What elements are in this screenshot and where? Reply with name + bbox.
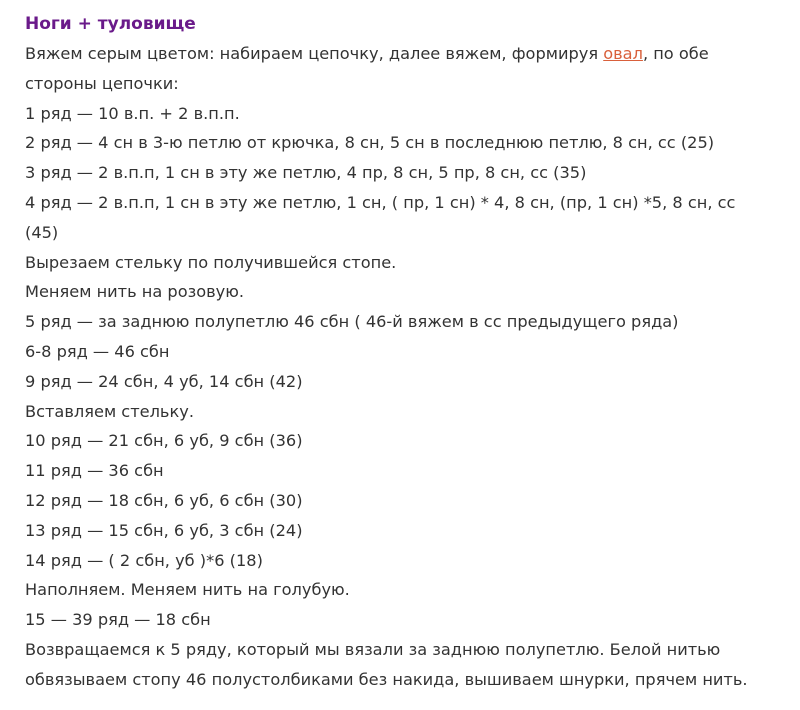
row-1: 1 ряд — 10 в.п. + 2 в.п.п. [25,103,240,123]
intro-text-before: Вяжем серым цветом: набираем цепочку, далее вяжем, формируя [25,44,604,63]
intro-line [25,39,800,69]
final-instruction-1: Возвращаемся к 5 ряду, который мы вязали за заднюю полупетлю. Белой нитью [25,639,721,659]
row-11: 11 ряд — 36 сбн [25,461,164,481]
final-instruction-2: обвязываем стопу 46 полустолбиками без накида, вышиваем шнурки, прячем нить. [25,669,748,689]
row-12: 12 ряд — 18 сбн, 6 уб, 6 сбн (30) [25,490,303,510]
instruction-stuff-blue: Наполняем. Меняем нить на голубую. [25,580,350,600]
instruction-insert-insole: Вставляем стельку. [25,401,194,421]
row-3: 3 ряд — 2 в.п.п, 1 сн в эту же петлю, 4 пр, 8 сн, 5 пр, 8 сн, сс (35) [25,163,587,183]
row-4: 4 ряд — 2 в.п.п, 1 сн в эту же петлю, 1 сн, ( пр, 1 сн) * 4, 8 сн, (пр, 1 сн) *5, 8 сн, сс [25,192,736,212]
intro-line-2: стороны цепочки: [25,73,179,93]
section-heading: Ноги + туловище [25,14,196,34]
instruction-pink: Меняем нить на розовую. [25,282,245,302]
instruction-insole: Вырезаем стельку по получившейся стопе. [25,252,397,272]
row-6-8: 6-8 ряд — 46 сбн [25,341,170,361]
row-14: 14 ряд — ( 2 сбн, уб )*6 (18) [25,550,263,570]
row-15-39: 15 — 39 ряд — 18 сбн [25,610,211,630]
row-5: 5 ряд — за заднюю полупетлю 46 сбн ( 46-й вяжем в сс предыдущего ряда) [25,312,679,332]
row-2: 2 ряд — 4 сн в 3-ю петлю от крючка, 8 сн, 5 сн в последнюю петлю, 8 сн, сс (25) [25,133,715,153]
row-9: 9 ряд — 24 сбн, 4 уб, 14 сбн (42) [25,371,303,391]
intro-text-after: , по обе [642,44,709,63]
row-10: 10 ряд — 21 сбн, 6 уб, 9 сбн (36) [25,431,303,451]
oval-link[interactable]: овал [603,44,643,63]
row-13: 13 ряд — 15 сбн, 6 уб, 3 сбн (24) [25,520,303,540]
row-4-count: (45) [25,222,59,242]
